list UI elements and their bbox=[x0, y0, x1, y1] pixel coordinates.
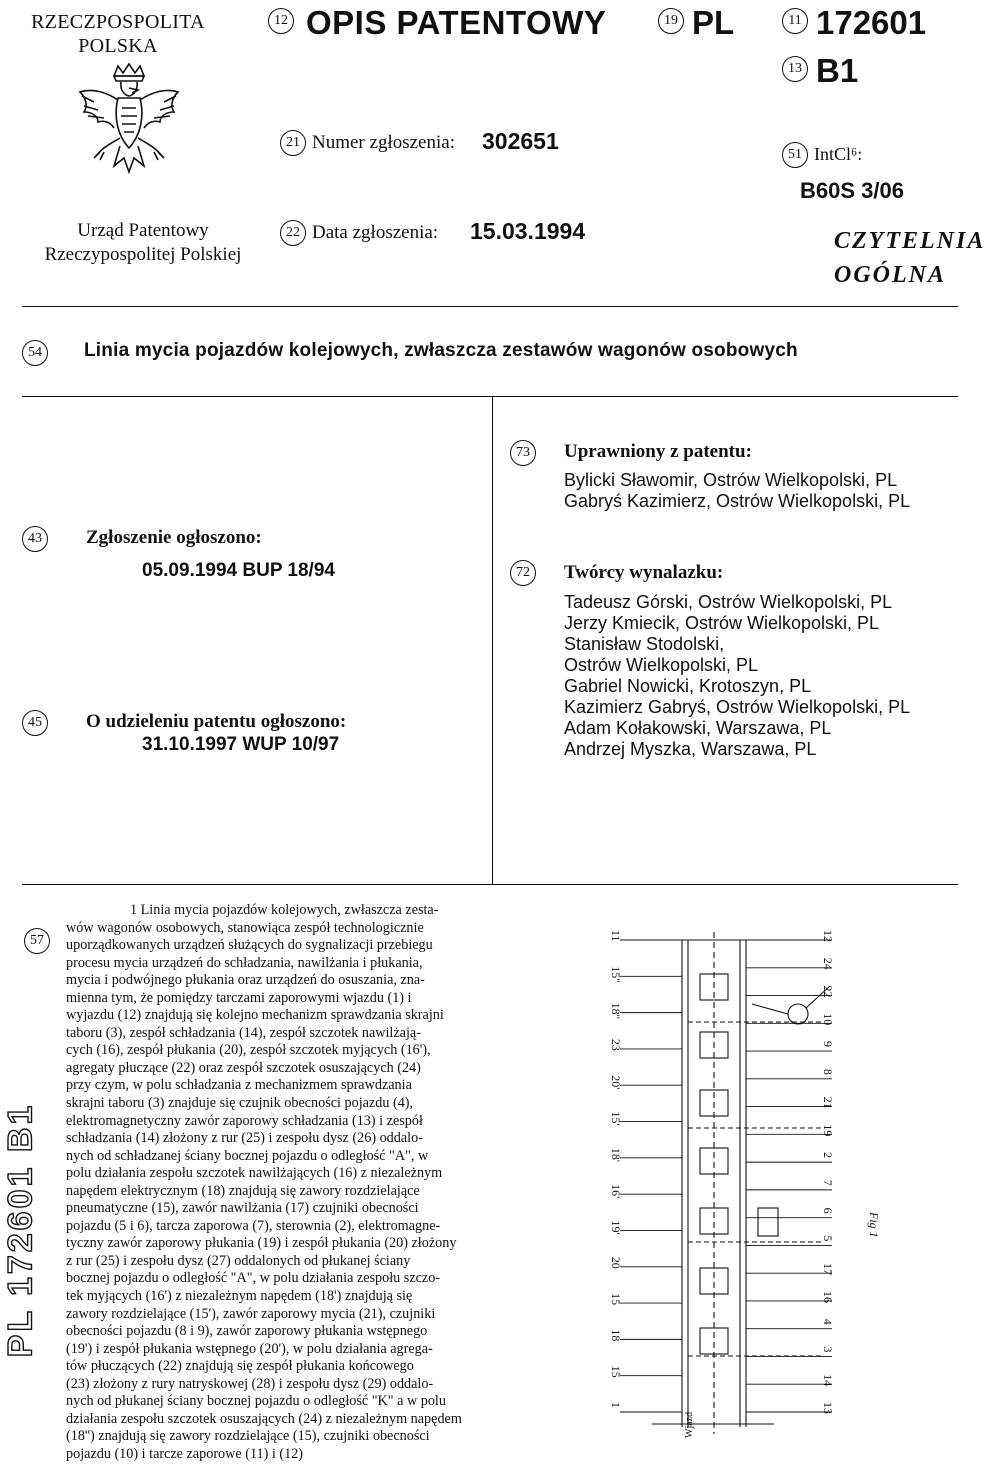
inventors-label: Twórcy wynalazku: bbox=[564, 562, 724, 583]
patent-office-name bbox=[18, 219, 268, 267]
drawing-ref-label-right: 9 bbox=[821, 1041, 835, 1048]
country-name bbox=[22, 10, 214, 58]
inventor-line: Jerzy Kmiecik, Ostrów Wielkopolski, PL bbox=[564, 613, 880, 633]
document-title: OPIS PATENTOWY bbox=[306, 4, 607, 41]
inventor-line: Gabriel Nowicki, Krotoszyn, PL bbox=[564, 676, 812, 696]
country-code: PL bbox=[692, 4, 735, 41]
abstract-line: nych od schładzanej ściany bocznej pojazdu o odległość "A", w bbox=[66, 1147, 429, 1164]
abstract-line: skrajni taboru (3) znajduje się czujnik obecności pojazdu (4), bbox=[66, 1095, 414, 1112]
intcl-value: B60S 3/06 bbox=[800, 178, 904, 203]
abstract-line: (18'') znajdują się zawory rozdzielające (15), czujniki obecności bbox=[66, 1428, 430, 1445]
grant-publication-value: 31.10.1997 WUP 10/97 bbox=[142, 734, 340, 755]
inid-code-19: 19 bbox=[658, 8, 684, 34]
drawing-ref-label-left: 19' bbox=[609, 1220, 623, 1235]
drawing-ref-label-right: 16 bbox=[821, 1290, 835, 1303]
drawing-ref-label-right: 13 bbox=[821, 1402, 835, 1414]
abstract-line: mienna tym, że pomiędzy tarczami zaporowymi wjazdu (1) i bbox=[66, 989, 412, 1006]
drawing-ref-label-left: 15 bbox=[609, 1365, 623, 1378]
abstract-line: pneumatyczne (15), zawór nawilżania (17) czujniki obecności bbox=[66, 1200, 419, 1217]
country-line-1: RZECZPOSPOLITA bbox=[31, 11, 205, 33]
divider-title-bottom bbox=[22, 396, 958, 397]
abstract-text bbox=[66, 902, 490, 1464]
abstract-line: mycia i podwójnego płukania oraz urządzeń do osuszania, zna- bbox=[66, 972, 425, 989]
inid-code-11: 11 bbox=[782, 8, 808, 34]
inid-code-73: 73 bbox=[510, 440, 536, 466]
abstract-line: agregaty płuczące (22) oraz zespół szczotek osuszających (24) bbox=[66, 1059, 421, 1076]
drawing-ref-label-left: 15' bbox=[609, 1111, 623, 1126]
drawing-ref-label-left: 23 bbox=[609, 1038, 623, 1051]
drawing-ref-label-right: 4 bbox=[821, 1318, 835, 1325]
inventor-line: Andrzej Myszka, Warszawa, PL bbox=[564, 739, 817, 759]
abstract-line: 1 Linia mycia pojazdów kolejowych, zwłaszcza zesta- bbox=[130, 902, 439, 918]
drawing-ref-label-right: 17 bbox=[821, 1263, 835, 1276]
patent-holder-line: Bylicki Sławomir, Ostrów Wielkopolski, PL bbox=[564, 470, 898, 490]
inventor-line: Stanisław Stodolski, bbox=[564, 634, 725, 654]
drawing-ref-label-left: 20' bbox=[609, 1075, 623, 1090]
drawing-ref-label-left: 1 bbox=[609, 1402, 623, 1408]
abstract-line: przy czym, w polu schładzania z mechanizmem sprawdzania bbox=[66, 1077, 412, 1094]
abstract-line: tyczny zawór zaporowy płukania (19) i zespół płukania (20) złożony bbox=[66, 1235, 457, 1252]
abstract-line: pojazdu (5 i 6), tarcza zaporowa (7), sterownia (2), elektromagne- bbox=[66, 1217, 441, 1234]
figure-label: Fig 1 bbox=[867, 1212, 881, 1238]
kind-code: B1 bbox=[816, 52, 859, 89]
divider-top bbox=[22, 306, 958, 307]
abstract-line: (19') i zespół płukania wstępnego (20'), w polu działania agrega- bbox=[66, 1340, 433, 1357]
inid-code-45: 45 bbox=[22, 710, 48, 736]
inventors-list bbox=[564, 592, 910, 760]
abstract-line: obecności pojazdu (8 i 9), zawór zaporowy płukania wstępnego bbox=[66, 1323, 428, 1340]
abstract-line: bocznej pojazdu o odległość "A", w polu działania zespołu szczo- bbox=[66, 1270, 441, 1287]
abstract-line: napędem elektrycznym (18) znajdują się zawory rozdzielające bbox=[66, 1182, 420, 1199]
inid-code-54: 54 bbox=[22, 340, 48, 366]
application-publication-label: Zgłoszenie ogłoszono: bbox=[86, 527, 262, 548]
divider-abstract bbox=[22, 884, 958, 885]
drawing-ref-label-left: 11 bbox=[609, 930, 623, 942]
side-patent-identifier bbox=[1, 1102, 40, 1358]
country-line-2: POLSKA bbox=[78, 35, 158, 57]
inid-code-12: 12 bbox=[268, 8, 294, 34]
column-divider bbox=[492, 396, 493, 884]
abstract-line: z rur (25) i zespołu dysz (27) oddalonych od płukanej ściany bbox=[66, 1252, 411, 1269]
drawing-ref-label-right: 14 bbox=[821, 1374, 835, 1387]
entry-axis-label: Wjazd bbox=[684, 1411, 695, 1438]
drawing-ref-label-right: 19 bbox=[821, 1124, 835, 1137]
abstract-line: tów płuczących (22) znajdują się zespół płukania końcowego bbox=[66, 1358, 414, 1375]
patent-holder-list bbox=[564, 470, 910, 512]
application-publication-value: 05.09.1994 BUP 18/94 bbox=[142, 560, 335, 581]
drawing-ref-label-right: 10 bbox=[821, 1013, 835, 1026]
library-stamp bbox=[834, 224, 985, 292]
grant-publication-label: O udzieleniu patentu ogłoszono: bbox=[86, 711, 347, 732]
abstract-line: zawory rozdzielające (15'), zawór zaporowy mycia (21), czujniki bbox=[66, 1305, 436, 1322]
stamp-line-2: OGÓLNA bbox=[834, 262, 946, 288]
application-number: 302651 bbox=[482, 128, 559, 154]
drawing-ref-label-right: 5 bbox=[821, 1235, 835, 1242]
abstract-line: uporządkowanych urządzeń służących do sygnalizacji przebiegu bbox=[66, 937, 433, 954]
filing-date-label: Data zgłoszenia: bbox=[312, 222, 439, 243]
drawing-ref-label-right: 24 bbox=[821, 957, 835, 970]
drawing-ref-label-left: 18'' bbox=[609, 1002, 623, 1019]
patent-holder-label: Uprawniony z patentu: bbox=[564, 441, 752, 462]
abstract-line: schładzania (14) złożony z rur (25) i zespołu dysz (26) oddalo- bbox=[66, 1130, 423, 1147]
inid-code-51: 51 bbox=[782, 142, 808, 168]
inventor-line: Ostrów Wielkopolski, PL bbox=[564, 655, 759, 675]
abstract-line: elektromagnetyczny zawór zaporowy schładzania (13) i zespół bbox=[66, 1112, 423, 1129]
inventor-line: Kazimierz Gabryś, Ostrów Wielkopolski, PL bbox=[564, 697, 911, 717]
drawing-ref-label-right: 6 bbox=[821, 1207, 835, 1214]
intcl-label: IntCl⁶: bbox=[814, 144, 863, 164]
polish-eagle-emblem-icon bbox=[74, 62, 184, 194]
drawing-ref-label-left: 15'' bbox=[609, 966, 623, 983]
inid-code-22: 22 bbox=[280, 220, 306, 246]
inid-code-43: 43 bbox=[22, 526, 48, 552]
drawing-ref-label-right: 22 bbox=[821, 985, 835, 998]
abstract-line: cych (16), zespół płukania (20), zespół szczotek myjących (16'), bbox=[66, 1042, 431, 1059]
side-patent-identifier-text: PL 172601 B1 bbox=[1, 1102, 40, 1358]
abstract-line: pojazdu (10) i tarcze zaporowe (11) i (12) bbox=[66, 1445, 304, 1462]
drawing-ref-label-left: 20 bbox=[609, 1256, 623, 1269]
inid-code-57: 57 bbox=[24, 928, 50, 954]
inid-code-13: 13 bbox=[782, 56, 808, 82]
inventor-line: Adam Kołakowski, Warszawa, PL bbox=[564, 718, 832, 738]
patent-number: 172601 bbox=[816, 4, 927, 41]
office-line-1: Urząd Patentowy bbox=[77, 220, 209, 241]
abstract-line: wów wagonów osobowych, stanowiąca zespół technologicznie bbox=[66, 919, 424, 936]
abstract-line: polu działania zespołu szczotek nawilżających (16) z niezależnym bbox=[66, 1165, 443, 1182]
abstract-line: procesu mycia urządzeń do schładzania, nawilżania i płukania, bbox=[66, 954, 423, 971]
inventor-line: Tadeusz Górski, Ostrów Wielkopolski, PL bbox=[564, 592, 893, 612]
office-line-2: Rzeczypospolitej Polskiej bbox=[44, 244, 242, 265]
drawing-ref-label-right: 12 bbox=[821, 930, 835, 942]
abstract-line: wyjazdu (12) znajdują się kolejno mechanizm sprawdzania skrajni bbox=[66, 1007, 444, 1024]
patent-holder-line: Gabryś Kazimierz, Ostrów Wielkopolski, PL bbox=[564, 491, 911, 511]
drawing-ref-label-right: 2 bbox=[821, 1152, 835, 1159]
filing-date: 15.03.1994 bbox=[470, 218, 586, 244]
drawing-ref-label-left: 15 bbox=[609, 1293, 623, 1306]
drawing-ref-label-left: 18' bbox=[609, 1147, 623, 1163]
invention-title: Linia mycia pojazdów kolejowych, zwłaszcza zestawów wagonów osobowych bbox=[84, 340, 798, 361]
technical-drawing-fig1 bbox=[592, 912, 890, 1442]
drawing-ref-label-left: 16' bbox=[609, 1184, 623, 1199]
abstract-line: taboru (3), zespół schładzania (14), zespół szczotek nawilżają- bbox=[66, 1024, 421, 1041]
drawing-ref-label-left: 18 bbox=[609, 1329, 623, 1342]
abstract-line: działania zespołu szczotek osuszających (24) z niezależnym napędem bbox=[66, 1410, 462, 1427]
stamp-line-1: CZYTELNIA bbox=[834, 228, 985, 254]
drawing-ref-label-right: 8 bbox=[821, 1068, 835, 1075]
drawing-ref-label-right: 3 bbox=[821, 1346, 835, 1353]
abstract-line: (23) złożony z rury natryskowej (28) i zespołu dysz (29) oddalo- bbox=[66, 1375, 434, 1392]
inid-code-72: 72 bbox=[510, 560, 536, 586]
application-number-label: Numer zgłoszenia: bbox=[312, 132, 455, 153]
abstract-line: nych od płukanej ściany bocznej pojazdu o odległość "K" a w polu bbox=[66, 1393, 446, 1410]
drawing-ref-label-right: 21 bbox=[821, 1096, 835, 1109]
drawing-ref-label-right: 7 bbox=[821, 1179, 835, 1186]
inid-code-21: 21 bbox=[280, 130, 306, 156]
abstract-line: tek myjących (16') z niezależnym napędem (18') znajdują się bbox=[66, 1288, 413, 1305]
